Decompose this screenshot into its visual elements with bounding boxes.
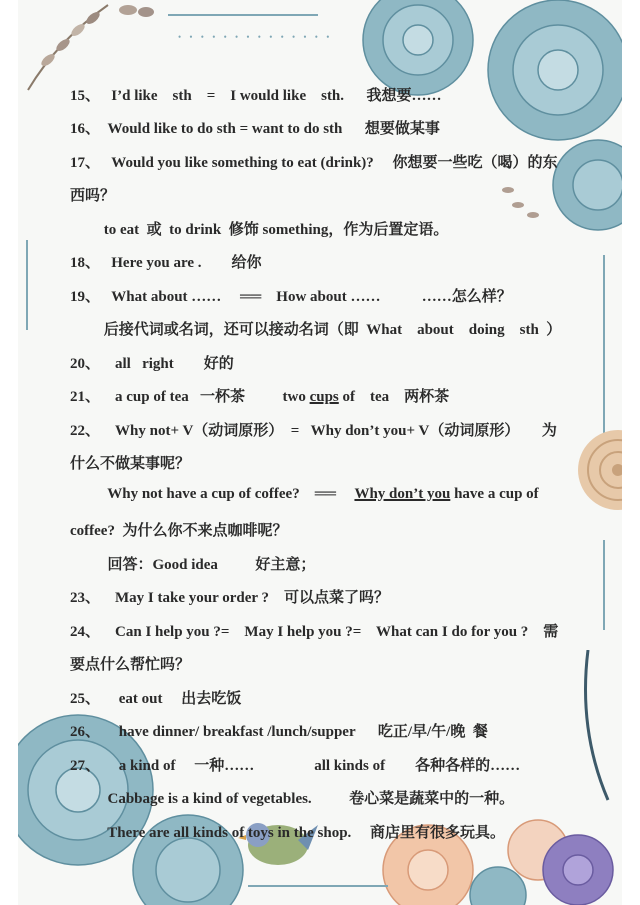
right-divider-2 (603, 540, 605, 630)
line-25 (70, 687, 241, 708)
left-divider (26, 240, 28, 330)
line-27-example-2 (70, 821, 505, 842)
item-number: 18、 (70, 255, 101, 271)
flower-illustration (348, 650, 622, 905)
line-text: all right 好的 (100, 356, 234, 372)
item-number: 15、 (70, 88, 101, 104)
line-text: have dinner/ breakfast /lunch/supper 吃正/早/午/晚 餐 (100, 724, 488, 740)
underlined-text: Why don’t you (354, 486, 451, 502)
line-16 (70, 117, 440, 138)
right-divider-1 (603, 255, 605, 435)
line-text: 西吗？ (70, 188, 116, 204)
line-26 (70, 720, 488, 741)
item-number: 26、 (70, 724, 101, 740)
item-number: 27、 (70, 758, 101, 774)
line-text: 回答：Good idea 好主意； (70, 557, 316, 573)
line-text: May I take your order ? 可以点菜了吗？ (100, 590, 390, 606)
line-22-cont (70, 452, 190, 473)
item-number: 19、 (70, 289, 101, 305)
line-text: Would you like something to eat (drink)? 你想要一些吃（喝）的东 (100, 155, 558, 171)
underlined-text: cups (309, 389, 339, 405)
line-22-example (70, 486, 539, 503)
line-text: have a cup of (450, 486, 539, 502)
line-19-note (70, 318, 561, 339)
line-text: Why not have a cup of coffee? ══ (70, 486, 355, 502)
line-17-note (70, 218, 448, 239)
line-text: Would like to do sth = want to do sth 想要做某事 (100, 121, 440, 137)
line-22-answer (70, 553, 315, 574)
line-24-cont (70, 653, 190, 674)
line-text: Why not+ V（动词原形） = Why don’t you+ V（动词原形） 为 (100, 423, 557, 439)
item-number: 24、 (70, 624, 101, 640)
item-number: 23、 (70, 590, 101, 606)
item-number: 16、 (70, 121, 101, 137)
line-22 (70, 419, 557, 440)
line-17-cont (70, 184, 115, 205)
line-23 (70, 586, 389, 607)
bottom-divider (248, 885, 388, 887)
line-27 (70, 754, 520, 775)
item-number: 22、 (70, 423, 101, 439)
line-text: to eat 或 to drink 修饰 something，作为后置定语。 (70, 222, 449, 238)
wood-slice-illustration (573, 425, 622, 515)
line-text: eat out 出去吃饭 (100, 691, 242, 707)
line-17 (70, 151, 558, 172)
line-text: I’d like sth = I would like sth. 我想要…… (100, 88, 442, 104)
document-page (18, 0, 622, 905)
top-divider (168, 14, 318, 16)
line-22-example-cont (70, 519, 287, 540)
item-number: 21、 (70, 389, 101, 405)
line-18 (70, 251, 262, 272)
line-15 (70, 84, 442, 105)
item-number: 20、 (70, 356, 101, 372)
line-text: Can I help you ?= May I help you ?= What can I do for you ? 需 (100, 624, 559, 640)
item-number: 17、 (70, 155, 101, 171)
line-text: What about …… ══ How about …… ……怎么样？ (100, 289, 512, 305)
line-text: Cabbage is a kind of vegetables. 卷心菜是蔬菜中的一种。 (70, 791, 515, 807)
line-text: Here you are . 给你 (100, 255, 262, 271)
line-19 (70, 285, 512, 306)
line-21 (70, 385, 449, 406)
line-20 (70, 352, 234, 373)
item-number: 25、 (70, 691, 101, 707)
line-24 (70, 620, 558, 641)
line-text: coffee? 为什么你不来点咖啡呢？ (70, 523, 288, 539)
line-text: a cup of tea 一杯茶 two (100, 389, 310, 405)
line-text: 后接代词或名词，还可以接动名词（即 What about doing sth ） (70, 322, 562, 338)
line-text: 什么不做某事呢？ (70, 456, 191, 472)
line-27-example-1 (70, 787, 514, 808)
line-text: a kind of 一种…… all kinds of 各种各样的…… (100, 758, 521, 774)
line-text: 要点什么帮忙吗？ (70, 657, 191, 673)
top-dots: • • • • • • • • • • • • • • (178, 32, 333, 42)
line-text: of tea 两杯茶 (338, 389, 450, 405)
line-text: There are all kinds of toys in the shop. 商店里有很多玩具。 (70, 825, 506, 841)
